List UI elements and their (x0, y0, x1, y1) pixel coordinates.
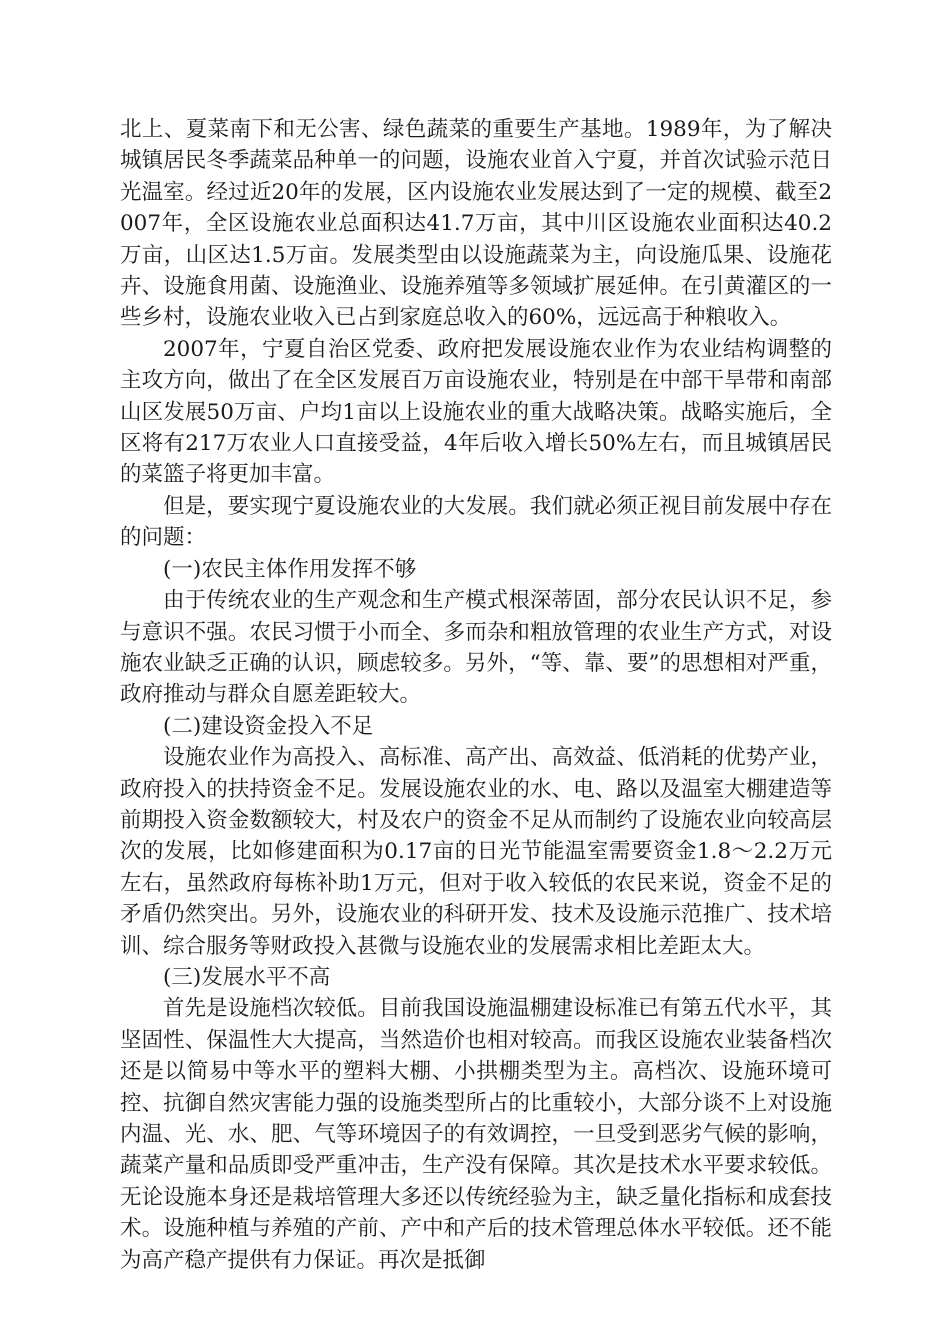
section-heading-3: (三)发展水平不高 (163, 964, 331, 990)
paragraph-strategy-2007: 2007年，宁夏自治区党委、政府把发展设施农业作为农业结构调整的主攻方向，做出了在全区发展百万亩设施农业，特别是在中部干旱带和南部山区发展50万亩、户均1亩以上设施农业的重大战略决策。战略实施后，全区将有217万农业人口直接受益，4年后收入增长50%左右，而且城镇居民的菜篮子将更加丰富。 (120, 336, 832, 488)
paragraph-farmer-role: 由于传统农业的生产观念和生产模式根深蒂固，部分农民认识不足，参与意识不强。农民习惯于小而全、多而杂和粗放管理的农业生产方式，对设施农业缺乏正确的认识，顾虑较多。另外，“等、靠、要”的思想相对严重，政府推动与群众自愿差距较大。 (120, 588, 832, 708)
paragraph-development-level: 首先是设施档次较低。目前我国设施温棚建设标准已有第五代水平，其坚固性、保温性大大提高，当然造价也相对较高。而我区设施农业装备档次还是以简易中等水平的塑料大棚、小拱棚类型为主。高档次、设施环境可控、抗御自然灾害能力强的设施类型所占的比重较小，大部分谈不上对设施内温、光、水、肥、气等环境因子的有效调控，一旦受到恶劣气候的影响，蔬菜产量和品质即受严重冲击，生产没有保障。其次是技术水平要求较低。无论设施本身还是栽培管理大多还以传统经验为主，缺乏量化指标和成套技术。设施种植与养殖的产前、产中和产后的技术管理总体水平较低。还不能为高产稳产提供有力保证。再次是抵御 (120, 996, 832, 1273)
paragraph-funding: 设施农业作为高投入、高标准、高产出、高效益、低消耗的优势产业，政府投入的扶持资金不足。发展设施农业的水、电、路以及温室大棚建造等前期投入资金数额较大，村及农户的资金不足从而制约了设施农业向较高层次的发展，比如修建面积为0.17亩的日光节能温室需要资金1.8～2.2万元左右，虽然政府每栋补助1万元，但对于收入较低的农民来说，资金不足的矛盾仍然突出。另外，设施农业的科研开发、技术及设施示范推广、技术培训、综合服务等财政投入甚微与设施农业的发展需求相比差距太大。 (120, 745, 832, 959)
paragraph-continuation: 北上、夏菜南下和无公害、绿色蔬菜的重要生产基地。1989年，为了解决城镇居民冬季蔬菜品种单一的问题，设施农业首入宁夏，并首次试验示范日光温室。经过近20年的发展，区内设施农业发展达到了一定的规模、截至2007年，全区设施农业总面积达41.7万亩，其中川区设施农业面积达40.2万亩，山区达1.5万亩。发展类型由以设施蔬菜为主，向设施瓜果、设施花卉、设施食用菌、设施渔业、设施养殖等多领域扩展延伸。在引黄灌区的一些乡村，设施农业收入已占到家庭总收入的60%，远远高于种粮收入。 (120, 117, 832, 331)
paragraph-problems-intro: 但是，要实现宁夏设施农业的大发展。我们就必须正视目前发展中存在的问题： (120, 493, 832, 551)
section-heading-1: (一)农民主体作用发挥不够 (163, 556, 417, 582)
section-heading-2: (二)建设资金投入不足 (163, 713, 374, 739)
document-body (120, 114, 832, 1276)
